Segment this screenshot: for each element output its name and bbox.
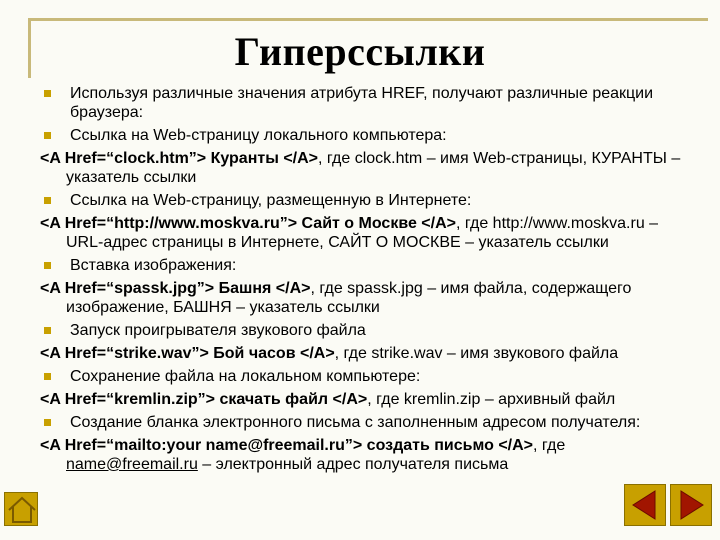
bullet-item (40, 126, 690, 145)
bullet-item (40, 256, 690, 275)
text-segment: Вставка изображения: (70, 257, 237, 274)
text-segment: , где http://www.moskva.ru – URL-адрес страницы в Интернете, САЙТ О МОСКВЕ – указатель ссылки (66, 215, 659, 251)
text-segment: Запуск проигрывателя звукового файла (70, 322, 366, 339)
code-snippet: <A Href=“spassk.jpg”> Башня </A> (40, 280, 311, 297)
bullet-square-icon (44, 132, 51, 139)
triangle-right-icon (671, 485, 711, 525)
slide-content (40, 84, 690, 478)
bullet-item (40, 321, 690, 340)
bullet-item (40, 367, 690, 386)
bullet-square-icon (44, 373, 51, 380)
code-snippet: <A Href=“strike.wav”> Бой часов </A> (40, 345, 335, 362)
home-icon (5, 493, 39, 527)
text-segment: , где (533, 437, 566, 454)
triangle-left-icon (625, 485, 665, 525)
bullet-square-icon (44, 262, 51, 269)
email-link[interactable]: name@freemail.ru (66, 456, 198, 473)
bullet-square-icon (44, 419, 51, 426)
bullet-square-icon (44, 327, 51, 334)
bullet-square-icon (44, 90, 51, 97)
slide-title: Гиперссылки (234, 29, 486, 74)
text-segment: – электронный адрес получателя письма (197, 456, 509, 473)
code-snippet: <A Href=“kremlin.zip”> скачать файл </A> (40, 391, 368, 408)
text-segment: , где kremlin.zip – архивный файл (367, 391, 616, 408)
code-example (40, 436, 690, 474)
bullet-item (40, 413, 690, 432)
code-example (40, 214, 690, 252)
text-segment: Ссылка на Web-страницу локального компьютера: (70, 127, 447, 144)
code-snippet: <A Href=“http://www.moskva.ru”> Сайт о Москве </A> (40, 215, 456, 232)
code-snippet: <A Href=“clock.htm”> Куранты </A> (40, 150, 318, 167)
text-segment: , где strike.wav – имя звукового файла (334, 345, 619, 362)
code-example (40, 390, 690, 409)
text-segment: , где spassk.jpg – имя файла, содержащего изображение, БАШНЯ – указатель ссылки (66, 280, 632, 316)
code-example (40, 149, 690, 187)
code-example (40, 279, 690, 317)
prev-slide-button[interactable] (624, 484, 666, 526)
bullet-item (40, 84, 690, 122)
text-segment: Используя различные значения атрибута HREF, получают различные реакции браузера: (70, 85, 654, 121)
decor-horizontal-rule (28, 18, 708, 21)
next-slide-button[interactable] (670, 484, 712, 526)
bullet-square-icon (44, 197, 51, 204)
code-example (40, 344, 690, 363)
code-snippet: <A Href=“mailto:your name@freemail.ru”> создать письмо </A> (40, 437, 534, 454)
text-segment: Создание бланка электронного письма с заполненным адресом получателя: (70, 414, 641, 431)
home-button[interactable] (4, 492, 38, 526)
text-segment: Ссылка на Web-страницу, размещенную в Интернете: (70, 192, 472, 209)
text-segment: , где clock.htm – имя Web-страницы, КУРАНТЫ – указатель ссылки (66, 150, 681, 186)
bullet-item (40, 191, 690, 210)
text-segment: Сохранение файла на локальном компьютере: (70, 368, 421, 385)
